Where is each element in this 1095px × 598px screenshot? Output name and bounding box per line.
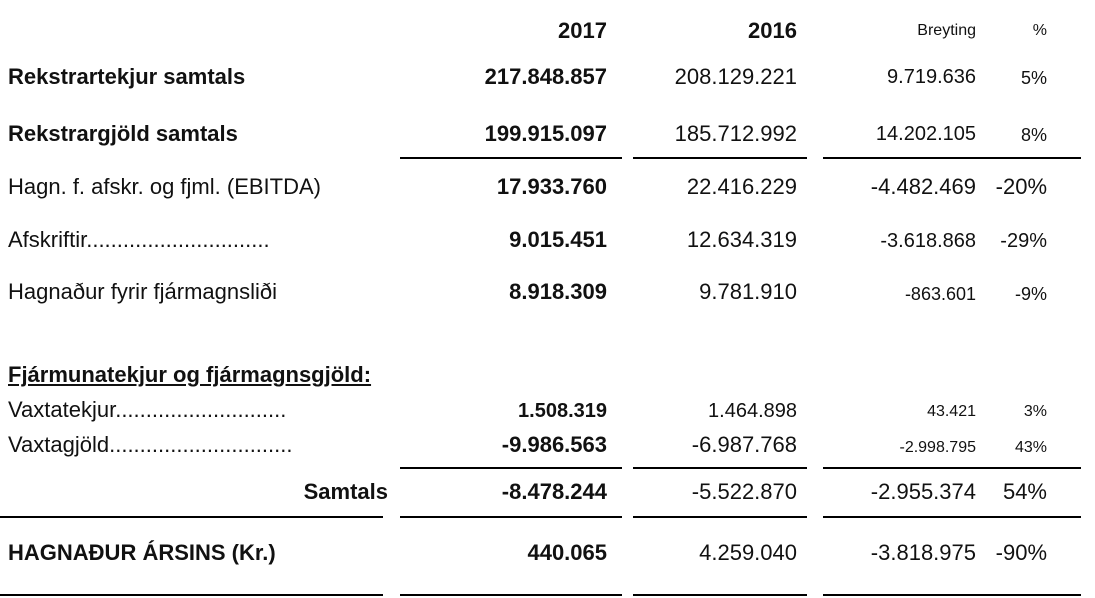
expenses-change: 14.202.105 <box>875 123 976 145</box>
depreciation-change: -3.618.868 <box>880 230 976 252</box>
ebitda-2016: 22.416.229 <box>686 174 797 199</box>
rule-label-bottom <box>0 516 383 518</box>
interest-expense-label: Vaxtagjöld.............................. <box>8 432 293 457</box>
ebitda-2017: 17.933.760 <box>496 174 607 199</box>
net-income-change: -3.818.975 <box>870 540 976 565</box>
header-year-2016: 2016 <box>748 18 797 43</box>
rule-2017-final <box>400 594 622 596</box>
expenses-label: Rekstrargjöld samtals <box>8 121 238 146</box>
interest-expense-percent: 43% <box>1014 439 1047 456</box>
ebit-2017: 8.918.309 <box>509 279 607 304</box>
interest-expense-2017: -9.986.563 <box>501 432 607 457</box>
finance-total-change: -2.955.374 <box>870 479 976 504</box>
interest-income-label: Vaxtatekjur............................ <box>8 397 287 422</box>
ebit-change: -863.601 <box>904 284 976 304</box>
rule-change-top <box>823 157 1081 159</box>
net-income-label: HAGNAÐUR ÁRSINS (Kr.) <box>8 540 276 565</box>
rule-label-final <box>0 594 383 596</box>
revenue-2017: 217.848.857 <box>484 64 607 89</box>
ebitda-label: Hagn. f. afskr. og fjml. (EBITDA) <box>8 174 321 199</box>
ebit-2016: 9.781.910 <box>699 279 797 304</box>
rule-2016-bottom <box>633 516 807 518</box>
rule-change-final <box>823 594 1081 596</box>
rule-2017-bottom <box>400 516 622 518</box>
interest-income-2017: 1.508.319 <box>518 400 607 422</box>
interest-expense-2016: -6.987.768 <box>691 432 797 457</box>
net-income-percent: -90% <box>995 540 1047 565</box>
revenue-change: 9.719.636 <box>887 66 976 88</box>
header-year-2017: 2017 <box>558 18 607 43</box>
finance-total-2016: -5.522.870 <box>691 479 797 504</box>
depreciation-2016: 12.634.319 <box>686 227 797 252</box>
rule-change-bottom <box>823 516 1081 518</box>
finance-section-heading: Fjármunatekjur og fjármagnsgjöld: <box>8 362 372 387</box>
interest-income-2016: 1.464.898 <box>708 400 797 422</box>
finance-total-label: Samtals <box>303 479 388 504</box>
expenses-percent: 8% <box>1020 125 1047 145</box>
depreciation-label: Afskriftir.............................. <box>8 227 270 252</box>
expenses-2017: 199.915.097 <box>484 121 607 146</box>
rule-2017-mid <box>400 467 622 469</box>
interest-income-percent: 3% <box>1023 403 1047 420</box>
ebitda-percent: -20% <box>995 174 1047 199</box>
rule-2016-mid <box>633 467 807 469</box>
rule-2016-final <box>633 594 807 596</box>
expenses-2016: 185.712.992 <box>674 121 797 146</box>
finance-total-2017: -8.478.244 <box>501 479 607 504</box>
interest-expense-change: -2.998.795 <box>899 439 976 456</box>
depreciation-2017: 9.015.451 <box>509 227 607 252</box>
ebit-label: Hagnaður fyrir fjármagnsliði <box>8 279 277 304</box>
header-change: Breyting <box>917 22 976 39</box>
revenue-2016: 208.129.221 <box>674 64 797 89</box>
rule-change-mid <box>823 467 1081 469</box>
depreciation-percent: -29% <box>1000 230 1047 252</box>
finance-total-percent: 54% <box>1002 479 1047 504</box>
ebitda-change: -4.482.469 <box>870 174 976 199</box>
interest-income-change: 43.421 <box>927 403 976 420</box>
net-income-2017: 440.065 <box>527 540 607 565</box>
rule-2016-top <box>633 157 807 159</box>
ebit-percent: -9% <box>1014 284 1047 304</box>
net-income-2016: 4.259.040 <box>699 540 797 565</box>
revenue-label: Rekstrartekjur samtals <box>8 64 246 89</box>
rule-2017-top <box>400 157 622 159</box>
revenue-percent: 5% <box>1020 68 1047 88</box>
header-percent: % <box>1032 22 1047 39</box>
